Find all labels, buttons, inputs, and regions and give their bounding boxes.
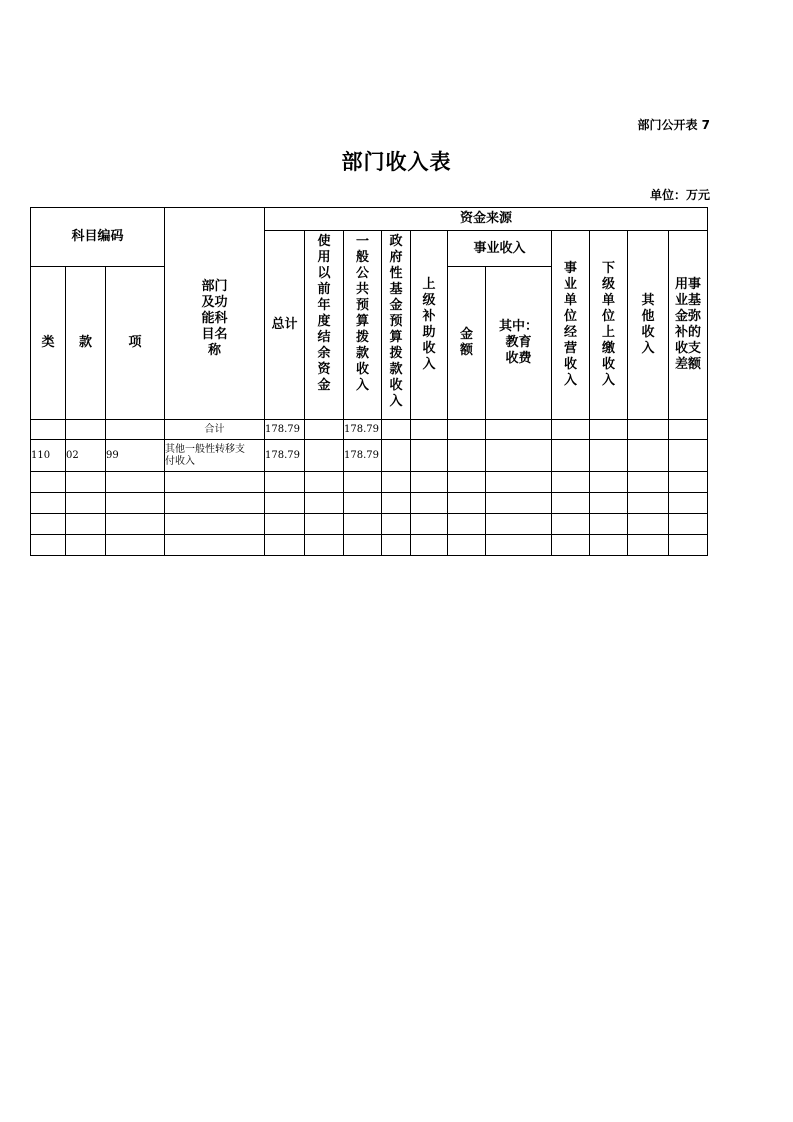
text-line: 拨 xyxy=(389,346,403,361)
text-line: 部门 xyxy=(201,278,228,294)
text-line: 下 xyxy=(601,261,615,276)
header-business-income: 事业收入 xyxy=(448,231,552,267)
cell-name xyxy=(165,440,265,472)
table-row-empty xyxy=(31,472,708,493)
cell-total: 178.79 xyxy=(265,440,305,472)
text-line: 性 xyxy=(389,266,403,281)
cell-sub xyxy=(590,420,628,440)
text-line: 收支 xyxy=(675,341,702,356)
text-line: 拨 xyxy=(355,330,369,345)
table-row-empty xyxy=(31,514,708,535)
page-title: 部门收入表 xyxy=(341,150,452,174)
table-row-empty xyxy=(31,493,708,514)
text-line: 事 xyxy=(563,261,577,276)
text-line: 收 xyxy=(422,341,436,356)
text-line: 基 xyxy=(389,282,403,297)
text-line: 额 xyxy=(459,343,473,358)
text-line: 一 xyxy=(355,234,369,249)
text-line: 补的 xyxy=(675,325,702,340)
text-line: 助 xyxy=(422,325,436,340)
cell-lei xyxy=(31,420,66,440)
cell-kuan xyxy=(66,420,106,440)
text-line: 其中： xyxy=(498,319,538,334)
cell-offset xyxy=(669,420,708,440)
text-line: 收 xyxy=(641,325,655,340)
text-line: 款 xyxy=(355,346,369,361)
cell-gov xyxy=(382,420,411,440)
text-line: 共 xyxy=(355,282,369,297)
cell-biz-amount xyxy=(448,440,486,472)
text-line: 其 xyxy=(641,293,655,308)
unit-label: 单位：万元 xyxy=(649,188,710,202)
header-prior-year-balance xyxy=(305,231,344,420)
text-line: 用事 xyxy=(675,277,702,292)
text-line: 其他一般性转移支 xyxy=(165,443,245,455)
cell-superior xyxy=(411,420,448,440)
income-table xyxy=(30,207,708,556)
text-line: 年 xyxy=(317,298,331,313)
cell-other xyxy=(628,440,669,472)
text-line: 位 xyxy=(601,309,615,324)
cell-xiang: 99 xyxy=(106,440,165,472)
text-line: 预 xyxy=(355,298,369,313)
text-line: 收 xyxy=(601,357,615,372)
cell-biz-amount xyxy=(448,420,486,440)
header-of-which-education xyxy=(486,267,552,420)
text-line: 入 xyxy=(601,373,615,388)
text-line: 入 xyxy=(389,394,403,409)
text-line: 及功 xyxy=(201,294,228,310)
cell-kuan: 02 xyxy=(66,440,106,472)
text-line: 教育 xyxy=(505,335,532,350)
text-line: 资 xyxy=(317,362,331,377)
cell-biz-op xyxy=(552,420,590,440)
cell-total: 178.79 xyxy=(265,420,305,440)
cell-edu xyxy=(486,420,552,440)
text-line: 业基 xyxy=(675,293,702,308)
table-row xyxy=(31,440,708,472)
cell-prior xyxy=(305,420,344,440)
text-line: 使 xyxy=(317,234,331,249)
text-line: 付收入 xyxy=(165,455,195,467)
header-business-fund-offset xyxy=(669,231,708,420)
text-line: 用 xyxy=(317,250,331,265)
header-subordinate-remit-income xyxy=(590,231,628,420)
header-general-public-budget xyxy=(344,231,382,420)
text-line: 金 xyxy=(459,327,473,342)
text-line: 结 xyxy=(317,330,331,345)
header-business-operation-income xyxy=(552,231,590,420)
text-line: 前 xyxy=(317,282,331,297)
text-line: 公 xyxy=(355,266,369,281)
text-line: 入 xyxy=(641,341,655,356)
text-line: 称 xyxy=(207,342,221,358)
cell-prior xyxy=(305,440,344,472)
cell-superior xyxy=(411,440,448,472)
cell-name xyxy=(165,420,265,440)
header-superior-subsidy xyxy=(411,231,448,420)
text-line: 入 xyxy=(355,378,369,393)
text-line: 算 xyxy=(389,330,403,345)
cell-general: 178.79 xyxy=(344,420,382,440)
cell-general: 178.79 xyxy=(344,440,382,472)
text-line: 般 xyxy=(355,250,369,265)
text-line: 以 xyxy=(317,266,331,281)
text-line: 差额 xyxy=(675,357,702,372)
text-line: 目名 xyxy=(201,326,228,342)
text-line: 能科 xyxy=(201,310,228,326)
text-line: 入 xyxy=(563,373,577,388)
header-subject-code: 科目编码 xyxy=(31,208,165,267)
text-line: 预 xyxy=(389,314,403,329)
text-line: 经 xyxy=(563,325,577,340)
text-line: 金弥 xyxy=(675,309,702,324)
text-line: 业 xyxy=(563,277,577,292)
cell-lei: 110 xyxy=(31,440,66,472)
cell-sub xyxy=(590,440,628,472)
text-line: 单 xyxy=(601,293,615,308)
header-other-income xyxy=(628,231,669,420)
text-line: 级 xyxy=(422,293,436,308)
text-line: 余 xyxy=(317,346,331,361)
text-line: 金 xyxy=(389,298,403,313)
text-line: 合计 xyxy=(204,423,225,435)
header-xiang: 项 xyxy=(106,267,165,420)
cell-xiang xyxy=(106,420,165,440)
cell-other xyxy=(628,420,669,440)
text-line: 入 xyxy=(422,357,436,372)
header-amount xyxy=(448,267,486,420)
table-row xyxy=(31,420,708,440)
text-line: 补 xyxy=(422,309,436,324)
header-lei: 类 xyxy=(31,267,66,420)
text-line: 度 xyxy=(317,314,331,329)
table-row-empty xyxy=(31,535,708,556)
form-number: 部门公开表 7 xyxy=(637,118,710,132)
text-line: 收 xyxy=(563,357,577,372)
header-funding-source: 资金来源 xyxy=(265,208,708,231)
header-dept-function-name xyxy=(165,208,265,420)
text-line: 单 xyxy=(563,293,577,308)
text-line: 上 xyxy=(601,325,615,340)
text-line: 收费 xyxy=(505,351,532,366)
header-gov-fund-budget xyxy=(382,231,411,420)
cell-biz-op xyxy=(552,440,590,472)
header-kuan: 款 xyxy=(66,267,106,420)
cell-offset xyxy=(669,440,708,472)
cell-edu xyxy=(486,440,552,472)
text-line: 位 xyxy=(563,309,577,324)
cell-gov xyxy=(382,440,411,472)
header-total: 总计 xyxy=(265,231,305,420)
text-line: 政 xyxy=(389,234,403,249)
text-line: 算 xyxy=(355,314,369,329)
text-line: 款 xyxy=(389,362,403,377)
text-line: 收 xyxy=(355,362,369,377)
text-line: 营 xyxy=(563,341,577,356)
text-line: 他 xyxy=(641,309,655,324)
text-line: 级 xyxy=(601,277,615,292)
text-line: 金 xyxy=(317,378,331,393)
text-line: 上 xyxy=(422,277,436,292)
text-line: 府 xyxy=(389,250,403,265)
text-line: 收 xyxy=(389,378,403,393)
text-line: 缴 xyxy=(601,341,615,356)
